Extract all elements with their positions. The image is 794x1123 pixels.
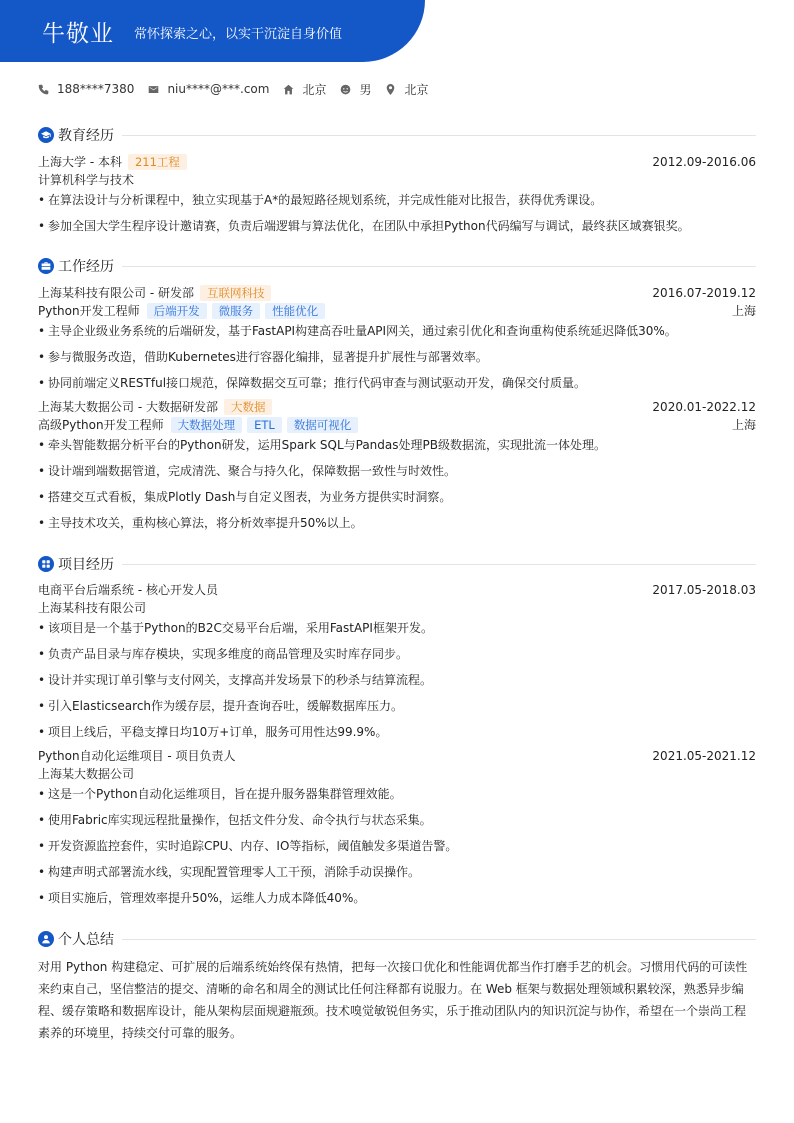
- list-item: • 负责产品目录与库存模块，实现多维度的商品管理及实时库存同步。: [38, 646, 756, 662]
- section-education: [38, 125, 756, 145]
- list-item: • 项目实施后，管理效率提升50%，运维人力成本降低40%。: [38, 890, 756, 906]
- job-period: 2020.01-2022.12: [652, 400, 756, 414]
- contact-home: [283, 81, 326, 98]
- section-title-work: 工作经历: [58, 259, 114, 275]
- phone-value: 188****7380: [57, 82, 135, 96]
- job-city: 上海: [731, 418, 756, 432]
- list-item: • 设计并实现订单引擎与支付网关，支撑高并发场景下的秒杀与结算流程。: [38, 672, 756, 688]
- section-title-education: 教育经历: [58, 128, 114, 144]
- list-item: • 设计端到端数据管道，完成清洗、聚合与持久化，保障数据一致性与时效性。: [38, 463, 756, 479]
- section-divider: [122, 135, 756, 136]
- project-header: [38, 582, 756, 598]
- project-header: [38, 748, 756, 764]
- job-position-row: [38, 417, 756, 433]
- job-position: Python开发工程师: [38, 304, 140, 318]
- home-value: 北京: [302, 82, 327, 97]
- job-city: 上海: [731, 304, 756, 318]
- skill-tag: ETL: [247, 417, 282, 433]
- briefcase-icon: [38, 258, 54, 274]
- job-company: 上海某大数据公司 - 大数据研发部: [38, 400, 218, 414]
- job-header: [38, 285, 756, 301]
- list-item: • 主导技术攻关，重构核心算法，将分析效率提升50%以上。: [38, 515, 756, 531]
- industry-tag: 大数据: [224, 399, 273, 415]
- candidate-name: 牛敬业: [42, 20, 114, 47]
- skill-tag: 后端开发: [147, 303, 207, 319]
- gender-icon: [340, 84, 351, 95]
- list-item: • 该项目是一个基于Python的B2C交易平台后端，采用FastAPI框架开发。: [38, 620, 756, 636]
- list-item: • 牵头智能数据分析平台的Python研发，运用Spark SQL与Pandas处理PB级数据流，实现批流一体处理。: [38, 437, 756, 453]
- list-item: • 搭建交互式看板，集成Plotly Dash与自定义图表，为业务方提供实时洞察。: [38, 489, 756, 505]
- job-period: 2016.07-2019.12: [652, 286, 756, 300]
- list-item: • 这是一个Python自动化运维项目，旨在提升服务器集群管理效能。: [38, 786, 756, 802]
- list-item: • 参与微服务改造，借助Kubernetes进行容器化编排，显著提升扩展性与部署效率。: [38, 349, 756, 365]
- section-divider: [122, 939, 756, 940]
- gender-value: 男: [359, 82, 372, 97]
- project-name: Python自动化运维项目 - 项目负责人: [38, 749, 236, 763]
- mail-icon: [148, 84, 159, 95]
- section-title-summary: 个人总结: [58, 932, 114, 948]
- header-banner: [0, 0, 425, 62]
- phone-icon: [38, 84, 49, 95]
- section-work: [38, 256, 756, 276]
- contact-email: [148, 82, 269, 96]
- section-divider: [122, 564, 756, 565]
- candidate-motto: 常怀探索之心，以实干沉淀自身价值: [134, 27, 343, 42]
- industry-tag: 互联网科技: [200, 285, 272, 301]
- section-projects: [38, 554, 756, 574]
- grid-icon: [38, 556, 54, 572]
- list-item: • 在算法设计与分析课程中，独立实现基于A*的最短路径规划系统，并完成性能对比报告，获得优秀课设。: [38, 192, 756, 208]
- list-item: • 构建声明式部署流水线，实现配置管理零人工干预，消除手动误操作。: [38, 864, 756, 880]
- job-position-row: [38, 303, 756, 319]
- project-name: 电商平台后端系统 - 核心开发人员: [38, 583, 218, 597]
- education-period: 2012.09-2016.06: [652, 155, 756, 169]
- list-item: • 主导企业级业务系统的后端研发，基于FastAPI构建高吞吐量API网关，通过索引优化和查询重构使系统延迟降低30%。: [38, 323, 756, 339]
- school-tag: 211工程: [128, 154, 187, 170]
- section-divider: [122, 266, 756, 267]
- location-value: 北京: [404, 82, 429, 97]
- user-icon: [38, 931, 54, 947]
- list-item: • 开发资源监控套件，实时追踪CPU、内存、IO等指标，阈值触发多渠道告警。: [38, 838, 756, 854]
- contact-phone: [38, 82, 134, 96]
- contact-gender: [340, 81, 371, 98]
- contact-bar: [38, 80, 443, 98]
- list-item: • 使用Fabric库实现远程批量操作，包括文件分发、命令执行与状态采集。: [38, 812, 756, 828]
- education-major: 计算机科学与技术: [38, 173, 135, 187]
- list-item: • 参加全国大学生程序设计邀请赛，负责后端逻辑与算法优化，在团队中承担Python代码编写与调试，最终获区域赛银奖。: [38, 218, 756, 234]
- list-item: • 协同前端定义RESTful接口规范，保障数据交互可靠；推行代码审查与测试驱动开发，确保交付质量。: [38, 375, 756, 391]
- summary-text: 对用 Python 构建稳定、可扩展的后端系统始终保有热情，把每一次接口优化和性能调优都当作打磨手艺的机会。习惯用代码的可读性来约束自己，坚信整洁的提交、清晰的命名和周全的测试比任何注释都有说服力。在 Web 框架与数据处理领域积累较深，熟悉异步编程、缓存策略和数据库设计，能从架构层面规避瓶颈。技术嗅觉敏锐但务实，乐于推动团队内的知识沉淀与协作，希望在一个崇尚工程素养的环境里，持续交付可靠的服务。: [38, 960, 748, 1040]
- section-summary: [38, 929, 756, 949]
- list-item: • 项目上线后，平稳支撑日均10万+订单，服务可用性达99.9%。: [38, 724, 756, 740]
- contact-location: [385, 81, 428, 98]
- school-name: 上海大学 - 本科: [38, 155, 122, 169]
- section-title-projects: 项目经历: [58, 557, 114, 573]
- skill-tag: 性能优化: [265, 303, 325, 319]
- location-icon: [385, 84, 396, 95]
- graduation-cap-icon: [38, 127, 54, 143]
- job-company: 上海某科技有限公司 - 研发部: [38, 286, 194, 300]
- job-header: [38, 399, 756, 415]
- project-company: 上海某大数据公司: [38, 767, 135, 781]
- list-item: • 引入Elasticsearch作为缓存层，提升查询吞吐，缓解数据库压力。: [38, 698, 756, 714]
- project-company: 上海某科技有限公司: [38, 601, 147, 615]
- home-icon: [283, 84, 294, 95]
- job-position: 高级Python开发工程师: [38, 418, 164, 432]
- skill-tag: 大数据处理: [171, 417, 243, 433]
- education-header: [38, 154, 756, 170]
- skill-tag: 微服务: [212, 303, 261, 319]
- email-value: niu****@***.com: [167, 82, 270, 96]
- project-period: 2017.05-2018.03: [652, 583, 756, 597]
- skill-tag: 数据可视化: [287, 417, 359, 433]
- project-period: 2021.05-2021.12: [652, 749, 756, 763]
